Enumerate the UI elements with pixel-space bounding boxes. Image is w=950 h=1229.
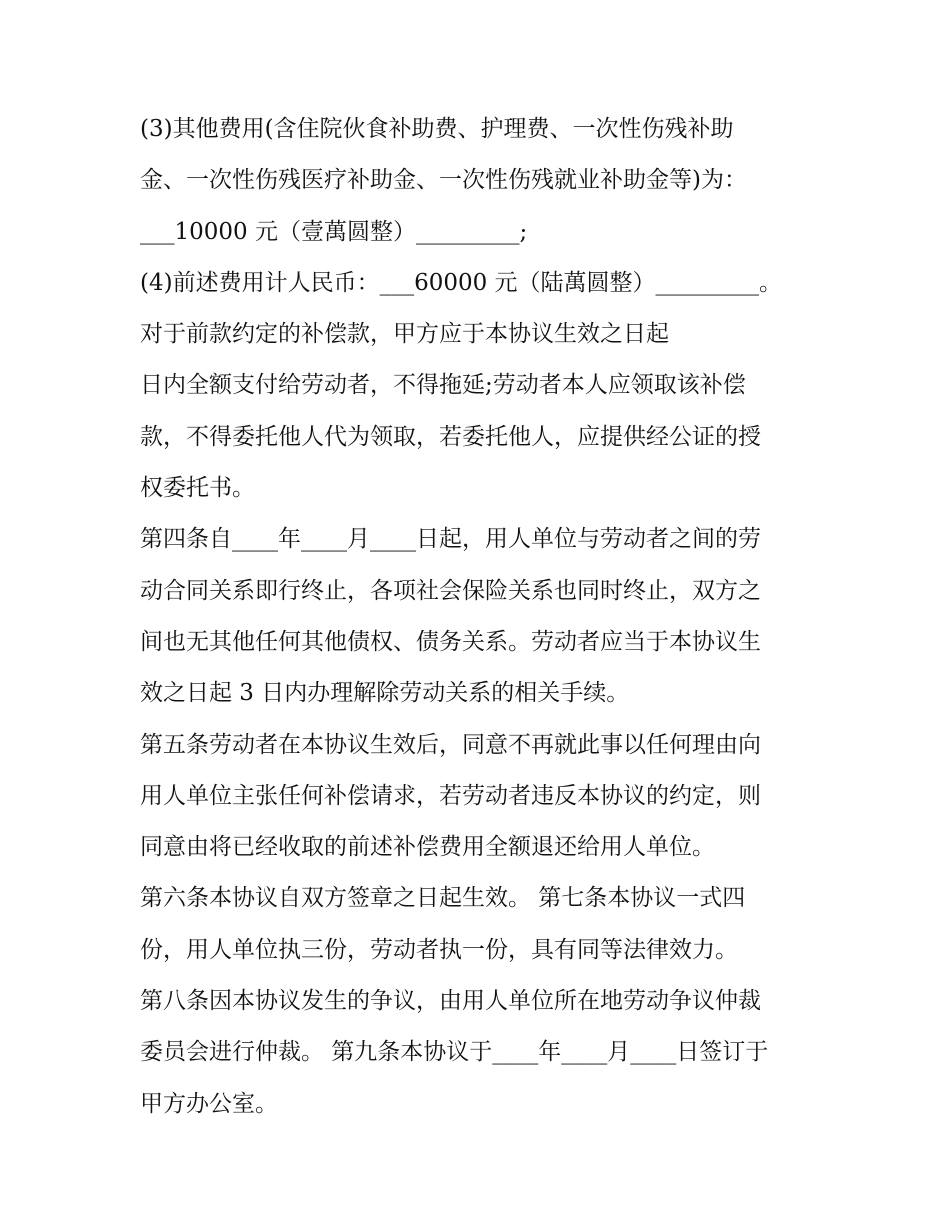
text-line: 第四条自____年____月____日起，用人单位与劳动者之间的劳 xyxy=(140,526,761,553)
text-line: 动合同关系即行终止，各项社会保险关系也同时终止，双方之 xyxy=(140,577,761,604)
text-line: 用人单位主张任何补偿请求，若劳动者违反本协议的约定，则 xyxy=(140,782,761,809)
agreement-text xyxy=(140,104,830,1130)
text-line: 权委托书。 xyxy=(140,475,255,502)
text-line: 金、一次性伤残医疗补助金、一次性伤残就业补助金等)为： xyxy=(140,167,747,194)
text-line: 对于前款约定的补偿款，甲方应于本协议生效之日起 xyxy=(140,321,669,348)
text-line: 第八条因本协议发生的争议，由用人单位所在地劳动争议仲裁 xyxy=(140,988,761,1015)
text-line: 间也无其他任何其他债权、债务关系。劳动者应当于本协议生 xyxy=(140,628,761,655)
text-line: 款，不得委托他人代为领取，若委托他人，应提供经公证的授 xyxy=(140,423,761,450)
text-line: 效之日起 3 日内办理解除劳动关系的相关手续。 xyxy=(140,680,630,707)
text-line: (3)其他费用(含住院伙食补助费、护理费、一次性伤残补助 xyxy=(140,116,734,142)
text-line: 第五条劳动者在本协议生效后，同意不再就此事以任何理由向 xyxy=(140,731,761,758)
text-line: 第六条本协议自双方签章之日起生效。 第七条本协议一式四 xyxy=(140,885,746,912)
text-line: 委员会进行仲裁。 第九条本协议于____年____月____日签订于 xyxy=(140,1039,769,1066)
text-line: 日内全额支付给劳动者，不得拖延;劳动者本人应领取该补偿 xyxy=(140,372,746,399)
text-line: ___10000 元（壹萬圆整）_________; xyxy=(140,218,528,245)
text-line: 甲方办公室。 xyxy=(140,1090,278,1117)
text-line: 份，用人单位执三份，劳动者执一份，具有同等法律效力。 xyxy=(140,936,738,963)
text-line: 同意由将已经收取的前述补偿费用全额退还给用人单位。 xyxy=(140,834,715,861)
text-line: (4)前述费用计人民币：___60000 元（陆萬圆整）_________。 xyxy=(140,269,783,296)
